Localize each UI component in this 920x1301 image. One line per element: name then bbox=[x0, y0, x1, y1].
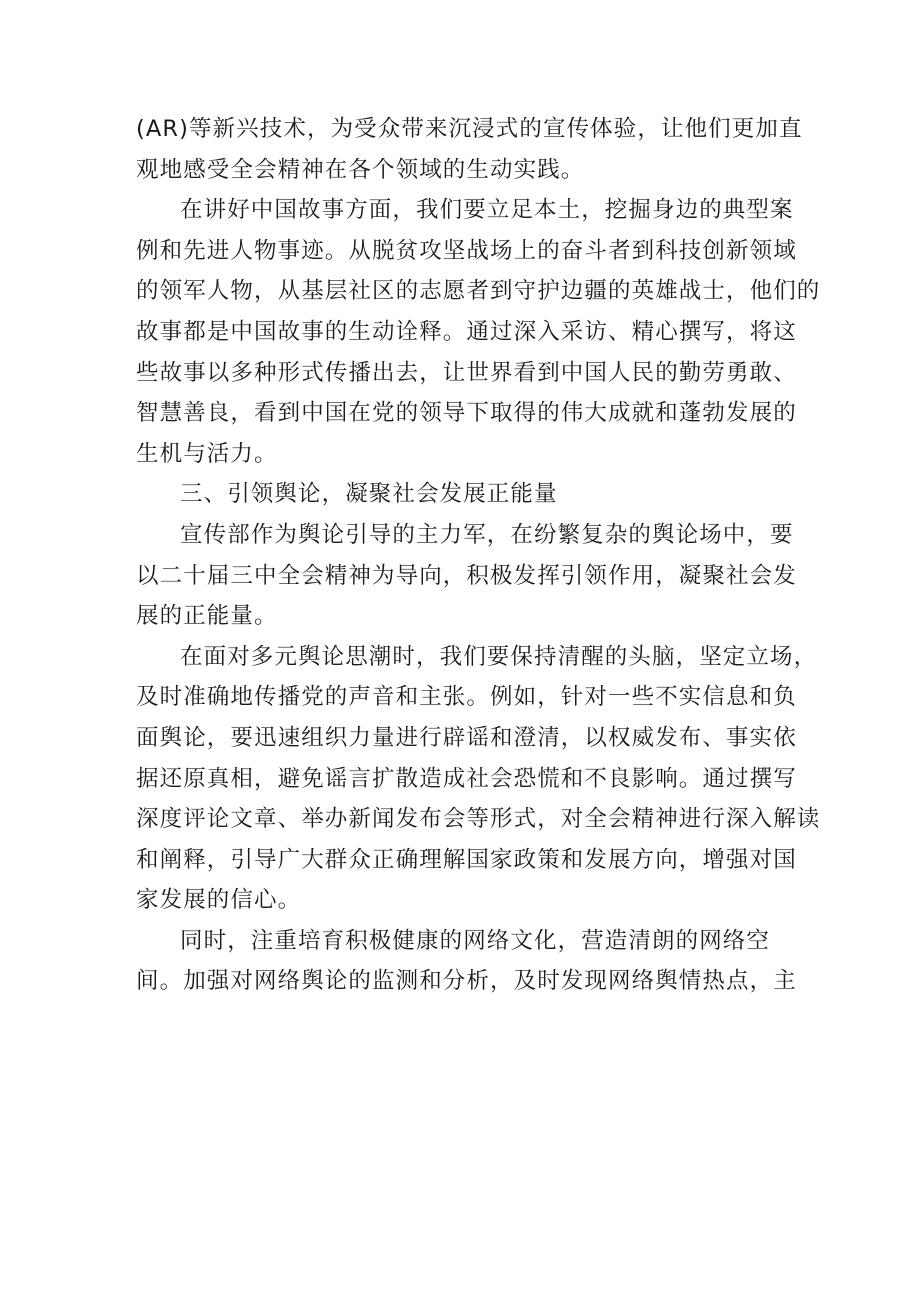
paragraph-continuation bbox=[136, 109, 803, 190]
text-line: 在面对多元舆论思潮时，我们要保持清醒的头脑，坚定立场， bbox=[180, 643, 818, 670]
text-line: 面舆论，要迅速组织力量进行辟谣和澄清，以权威发布、事实依 bbox=[136, 724, 797, 751]
paragraph-public-opinion bbox=[136, 637, 821, 921]
text-line: 些故事以多种形式传播出去，让世界看到中国人民的勤劳勇敢、 bbox=[136, 359, 797, 386]
section-heading bbox=[136, 474, 796, 515]
text-line: 间。加强对网络舆论的监测和分析，及时发现网络舆情热点，主 bbox=[136, 968, 797, 995]
text-line: 故事都是中国故事的生动诠释。通过深入采访、精心撰写，将这 bbox=[136, 318, 797, 345]
text-line: 家发展的信心。 bbox=[136, 887, 302, 914]
text-line: 同时，注重培育积极健康的网络文化，营造清朗的网络空 bbox=[180, 927, 771, 954]
text-line: 的领军人物，从基层社区的志愿者到守护边疆的英雄战士，他们的 bbox=[136, 278, 821, 305]
text-line: 和阐释，引导广大群众正确理解国家政策和发展方向，增强对国 bbox=[136, 846, 797, 873]
text-line: 在讲好中国故事方面，我们要立足本土，挖掘身边的典型案 bbox=[180, 197, 794, 224]
text-line: 生机与活力。 bbox=[136, 440, 278, 467]
text-line: 展的正能量。 bbox=[136, 603, 278, 630]
document-body bbox=[136, 109, 821, 1002]
text-line: 宣传部作为舆论引导的主力军，在纷繁复杂的舆论场中，要 bbox=[180, 521, 794, 548]
text-line: 以二十届三中全会精神为导向，积极发挥引领作用，凝聚社会发 bbox=[136, 562, 797, 589]
heading-text: 三、引领舆论，凝聚社会发展正能量 bbox=[180, 481, 558, 508]
paragraph-publicity-department bbox=[136, 515, 796, 637]
paragraph-network-culture bbox=[136, 921, 796, 1002]
paragraph-china-stories bbox=[136, 190, 821, 474]
text-line: (AR)等新兴技术，为受众带来沉浸式的宣传体验，让他们更加直 bbox=[136, 116, 803, 142]
text-line: 观地感受全会精神在各个领域的生动实践。 bbox=[136, 156, 585, 183]
text-line: 据还原真相，避免谣言扩散造成社会恐慌和不良影响。通过撰写 bbox=[136, 765, 797, 792]
text-line: 及时准确地传播党的声音和主张。例如，针对一些不实信息和负 bbox=[136, 684, 797, 711]
text-line: 智慧善良，看到中国在党的领导下取得的伟大成就和蓬勃发展的 bbox=[136, 400, 797, 427]
text-line: 深度评论文章、举办新闻发布会等形式，对全会精神进行深入解读 bbox=[136, 806, 821, 833]
text-line: 例和先进人物事迹。从脱贫攻坚战场上的奋斗者到科技创新领域 bbox=[136, 237, 797, 264]
